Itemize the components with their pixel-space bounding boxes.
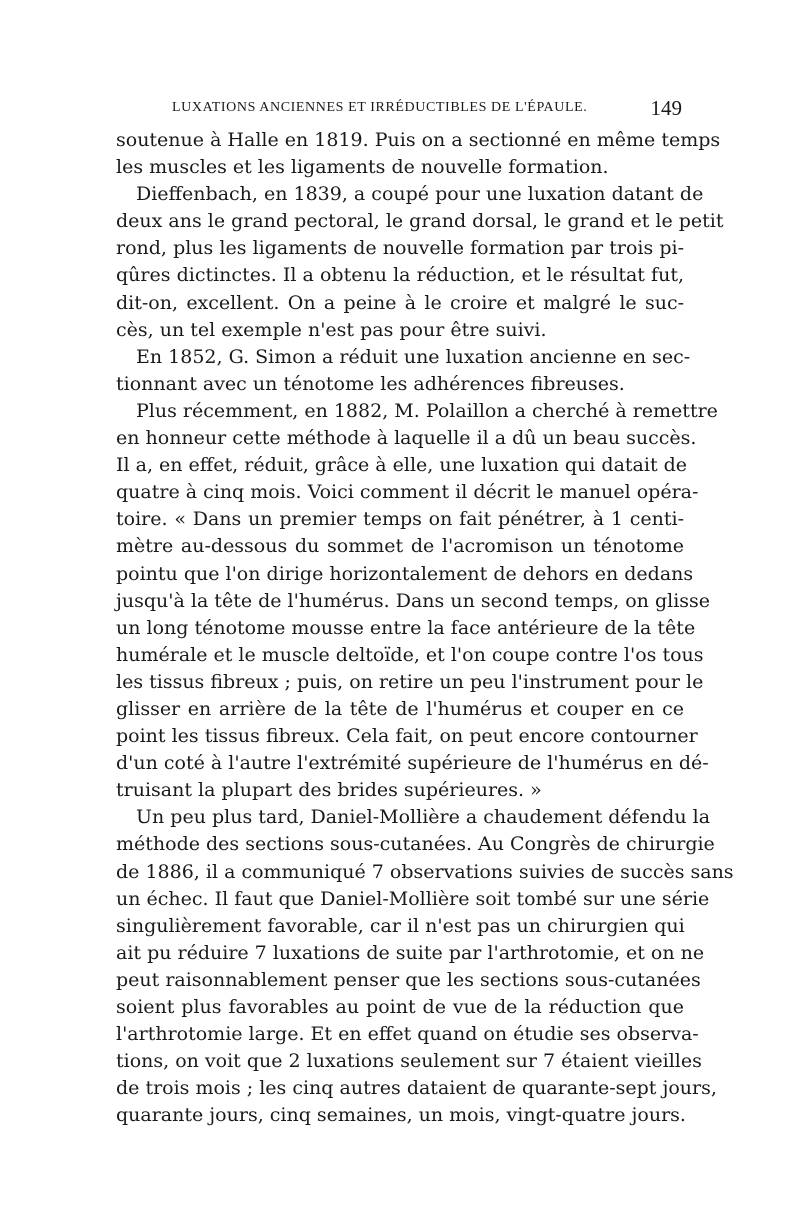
text-line: d'un coté à l'autre l'extrémité supérieure de l'humérus en dé- bbox=[116, 752, 709, 775]
text-line: qûres dictinctes. Il a obtenu la réduction, et le résultat fut, bbox=[116, 264, 684, 287]
text-line: quatre à cinq mois. Voici comment il décrit le manuel opéra- bbox=[116, 481, 699, 504]
text-line: rond, plus les ligaments de nouvelle formation par trois pi- bbox=[116, 237, 684, 260]
text-line: Il a, en effet, réduit, grâce à elle, une luxation qui datait de bbox=[116, 454, 688, 477]
text-line: pointu que l'on dirige horizontalement de dehors en dedans bbox=[116, 562, 694, 585]
text-line: les tissus fibreux ; puis, on retire un peu l'instrument pour le bbox=[116, 670, 704, 693]
text-line: dit-on, excellent. On a peine à le croire et malgré le suc- bbox=[116, 291, 684, 314]
text-line: un échec. Il faut que Daniel-Mollière soit tombé sur une série bbox=[116, 887, 710, 910]
text-line: tions, on voit que 2 luxations seulement sur 7 étaient vieilles bbox=[116, 1050, 702, 1073]
text-line: tionnant avec un ténotome les adhérences fibreuses. bbox=[116, 372, 625, 395]
text-line: humérale et le muscle deltoïde, et l'on coupe contre l'os tous bbox=[116, 643, 704, 666]
text-line: deux ans le grand pectoral, le grand dorsal, le grand et le petit bbox=[116, 210, 724, 233]
text-line: en honneur cette méthode à laquelle il a dû un beau succès. bbox=[116, 427, 697, 450]
body-text bbox=[116, 127, 734, 1129]
running-title: LUXATIONS ANCIENNES ET IRRÉDUCTIBLES DE L'ÉPAULE. bbox=[172, 100, 588, 115]
text-line: un long ténotome mousse entre la face antérieure de la tête bbox=[116, 616, 696, 639]
text-line: peut raisonnablement penser que les sections sous-cutanées bbox=[116, 968, 701, 991]
text-line: Plus récemment, en 1882, M. Polaillon a cherché à remettre bbox=[136, 399, 718, 422]
text-line: Dieffenbach, en 1839, a coupé pour une luxation datant de bbox=[136, 183, 704, 206]
text-line: de trois mois ; les cinq autres dataient de quarante-sept jours, bbox=[116, 1077, 717, 1100]
page-number: 149 bbox=[650, 96, 682, 120]
text-line: mètre au-dessous du sommet de l'acromison un ténotome bbox=[116, 535, 684, 558]
text-line: ait pu réduire 7 luxations de suite par l'arthrotomie, et on ne bbox=[116, 941, 705, 964]
text-line: Un peu plus tard, Daniel-Mollière a chaudement défendu la bbox=[136, 806, 711, 829]
text-line: singulièrement favorable, car il n'est pas un chirurgien qui bbox=[116, 914, 685, 937]
text-line: point les tissus fibreux. Cela fait, on peut encore contourner bbox=[116, 725, 698, 748]
text-line: cès, un tel exemple n'est pas pour être suivi. bbox=[116, 318, 547, 341]
text-line: jusqu'à la tête de l'humérus. Dans un second temps, on glisse bbox=[116, 589, 711, 612]
text-line: toire. « Dans un premier temps on fait pénétrer, à 1 centi- bbox=[116, 508, 684, 531]
text-line: les muscles et les ligaments de nouvelle formation. bbox=[116, 156, 609, 179]
text-line: quarante jours, cinq semaines, un mois, vingt-quatre jours. bbox=[116, 1104, 686, 1127]
text-line: glisser en arrière de la tête de l'humérus et couper en ce bbox=[116, 697, 684, 720]
text-line: méthode des sections sous-cutanées. Au Congrès de chirurgie bbox=[116, 833, 715, 856]
text-line: En 1852, G. Simon a réduit une luxation ancienne en sec- bbox=[136, 345, 691, 368]
running-head bbox=[172, 96, 682, 120]
text-line: soient plus favorables au point de vue de la réduction que bbox=[116, 996, 684, 1018]
text-line: l'arthrotomie large. Et en effet quand on étudie ses observa- bbox=[116, 1023, 699, 1046]
text-line: truisant la plupart des brides supérieures. » bbox=[116, 779, 542, 802]
text-line: soutenue à Halle en 1819. Puis on a sectionné en même temps bbox=[116, 129, 721, 151]
text-line: de 1886, il a communiqué 7 observations suivies de succès sans bbox=[116, 860, 734, 883]
